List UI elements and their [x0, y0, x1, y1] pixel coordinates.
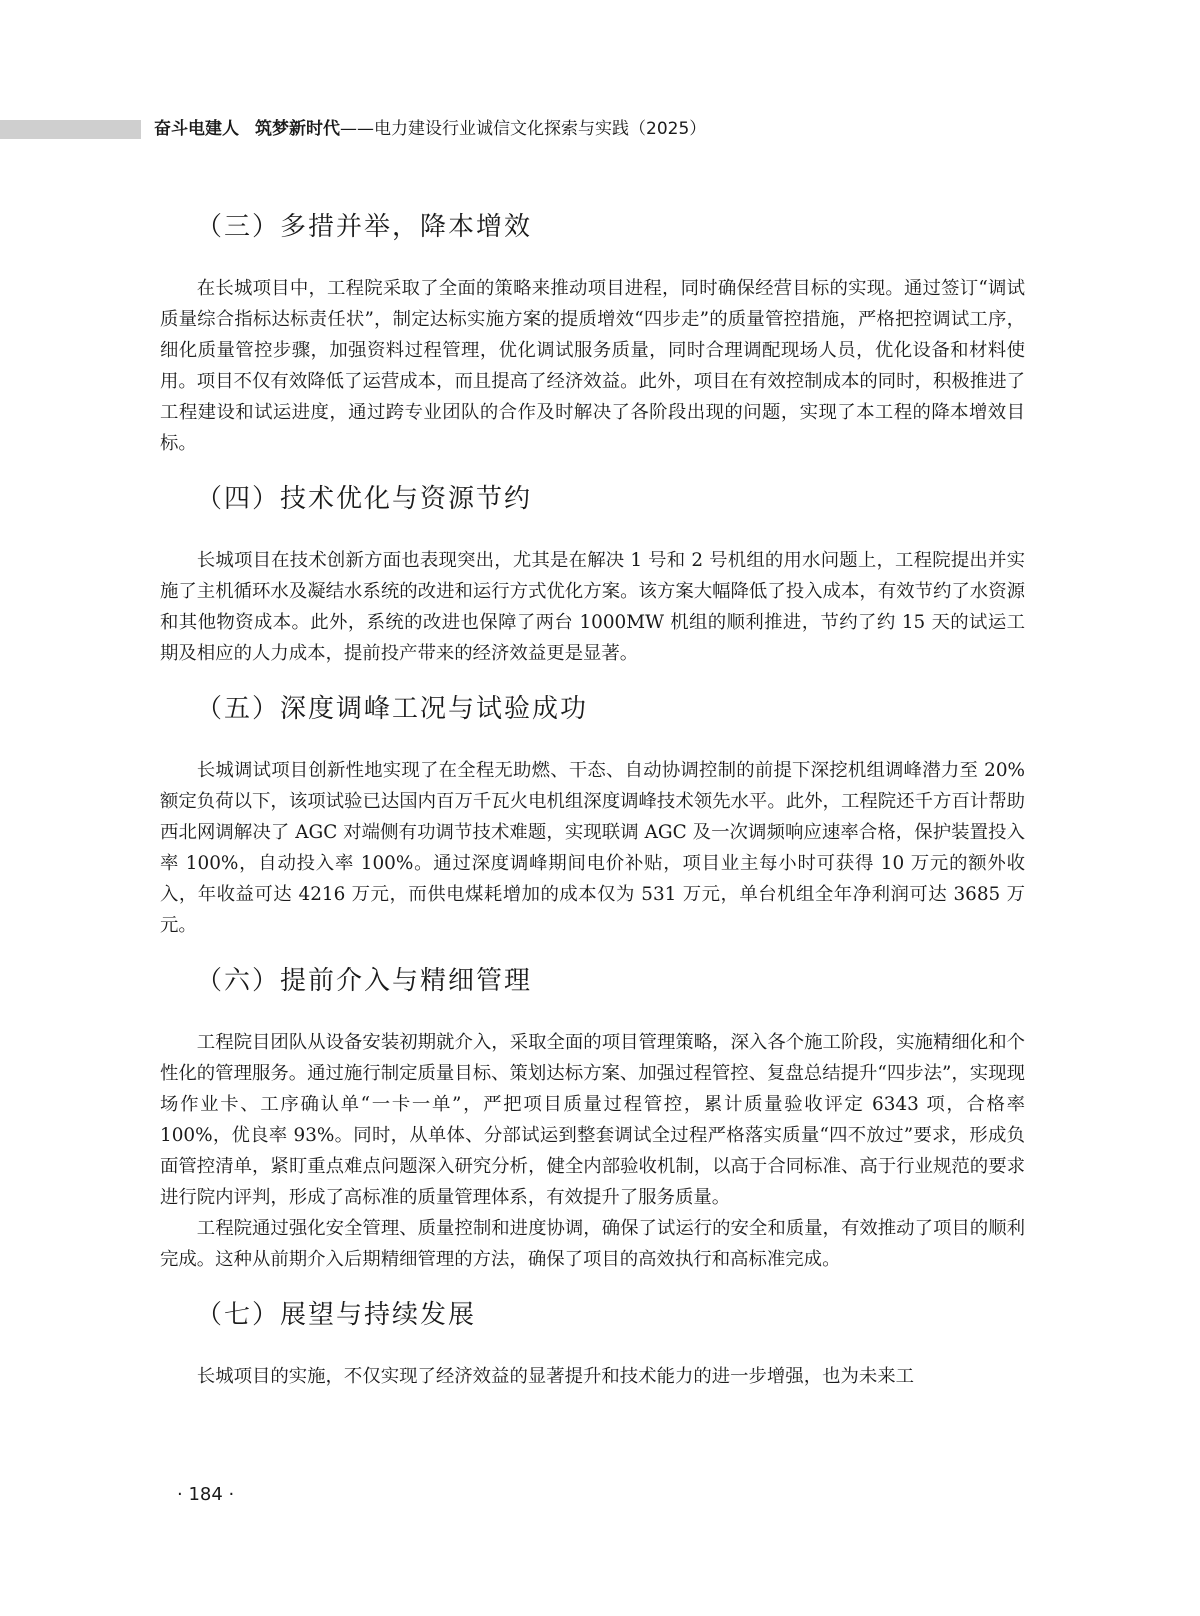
section-3: [160, 209, 1025, 459]
header-decor-bar: [0, 120, 141, 139]
section-heading: （五）深度调峰工况与试验成功: [196, 694, 589, 724]
running-head-subtitle: 筑梦新时代: [255, 119, 340, 139]
paragraph: 长城项目在技术创新方面也表现突出，尤其是在解决 1 号和 2 号机组的用水问题上，工程院提出并实施了主机循环水及凝结水系统的改进和运行方式优化方案。该方案大幅降低了投入成本，有效节约了水资源和其他物资成本。此外，系统的改进也保障了两台 1000MW 机组的顺利推进，节约了约 15 天的试运工期及相应的人力成本，提前投产带来的经济效益更是显著。: [160, 550, 1025, 664]
section-heading: （七）展望与持续发展: [196, 1300, 477, 1330]
section-7: [160, 1297, 1025, 1392]
running-head-subtitle-rest: ——电力建设行业诚信文化探索与实践（2025）: [340, 119, 707, 139]
page-content: [160, 195, 1025, 1392]
section-heading: （三）多措并举，降本增效: [196, 212, 533, 242]
paragraph: 工程院目团队从设备安装初期就介入，采取全面的项目管理策略，深入各个施工阶段，实施精细化和个性化的管理服务。通过施行制定质量目标、策划达标方案、加强过程管控、复盘总结提升“四步法”，实现现场作业卡、工序确认单“一卡一单”，严把项目质量过程管控，累计质量验收评定 6343 项，合格率 100%，优良率 93%。同时，从单体、分部试运到整套调试全过程严格落实质量“四不放过”要求，形成负面管控清单，紧盯重点难点问题深入研究分析，健全内部验收机制，以高于合同标准、高于行业规范的要求进行院内评判，形成了高标准的质量管理体系，有效提升了服务质量。: [160, 1032, 1025, 1208]
section-heading: （六）提前介入与精细管理: [196, 966, 533, 996]
page-number: · 184 ·: [177, 1484, 235, 1505]
paragraph: 在长城项目中，工程院采取了全面的策略来推动项目进程，同时确保经营目标的实现。通过签订“调试质量综合指标达标责任状”，制定达标实施方案的提质增效“四步走”的质量管控措施，严格把控调试工序，细化质量管控步骤，加强资料过程管理，优化调试服务质量，同时合理调配现场人员，优化设备和材料使用。项目不仅有效降低了运营成本，而且提高了经济效益。此外，项目在有效控制成本的同时，积极推进了工程建设和试运进度，通过跨专业团队的合作及时解决了各阶段出现的问题，实现了本工程的降本增效目标。: [160, 278, 1025, 454]
running-head: [154, 118, 706, 140]
section-heading: （四）技术优化与资源节约: [196, 484, 533, 514]
section-4: [160, 481, 1025, 669]
paragraph: 工程院通过强化安全管理、质量控制和进度协调，确保了试运行的安全和质量，有效推动了项目的顺利完成。这种从前期介入后期精细管理的方法，确保了项目的高效执行和高标准完成。: [160, 1218, 1025, 1270]
section-6: [160, 963, 1025, 1275]
paragraph: 长城项目的实施，不仅实现了经济效益的显著提升和技术能力的进一步增强，也为未来工: [196, 1366, 915, 1387]
running-head-title: 奋斗电建人: [154, 119, 239, 139]
section-5: [160, 691, 1025, 941]
paragraph: 长城调试项目创新性地实现了在全程无助燃、干态、自动协调控制的前提下深挖机组调峰潜力至 20%额定负荷以下，该项试验已达国内百万千瓦火电机组深度调峰技术领先水平。此外，工程院还千方百计帮助西北网调解决了 AGC 对端侧有功调节技术难题，实现联调 AGC 及一次调频响应速率合格，保护装置投入率 100%，自动投入率 100%。通过深度调峰期间电价补贴，项目业主每小时可获得 10 万元的额外收入，年收益可达 4216 万元，而供电煤耗增加的成本仅为 531 万元，单台机组全年净利润可达 3685 万元。: [160, 760, 1025, 936]
